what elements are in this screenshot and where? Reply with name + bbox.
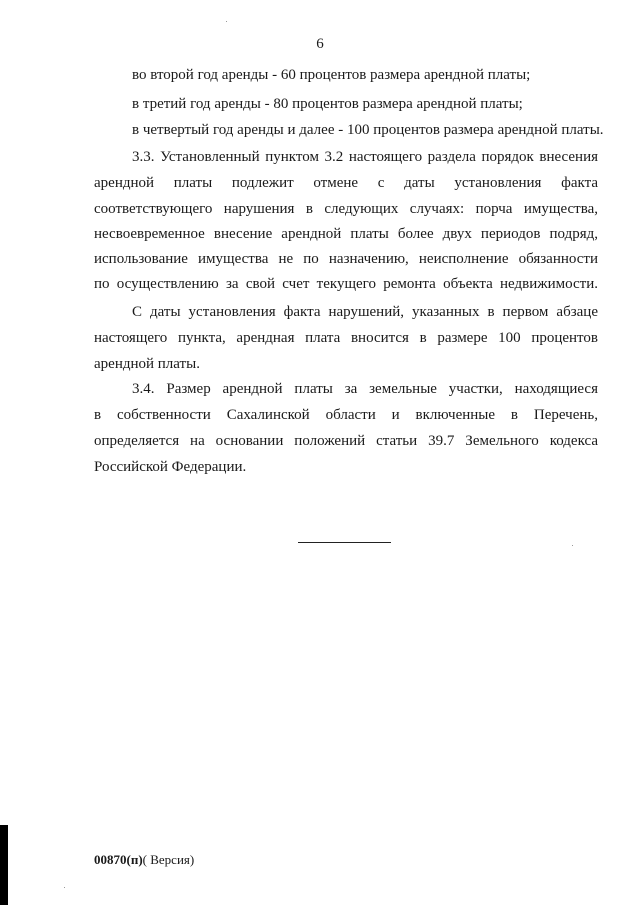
text-line: по осуществлению за свой счет текущего ремонта объекта недвижимости. — [94, 276, 598, 292]
text-line: в третий год аренды - 80 процентов размера арендной платы; — [132, 96, 523, 112]
text-line: в четвертый год аренды и далее - 100 процентов размера арендной платы. — [132, 122, 604, 138]
document-footer — [94, 852, 194, 868]
text-line: использование имущества не по назначению, неисполнение обязанности — [94, 251, 598, 267]
text-line: во второй год аренды - 60 процентов размера арендной платы; — [132, 67, 531, 83]
text-line: С даты установления факта нарушений, указанных в первом абзаце — [132, 304, 598, 320]
scan-edge-bar — [0, 825, 8, 905]
text-line: несвоевременное внесение арендной платы более двух периодов подряд, — [94, 226, 598, 242]
scan-speck — [64, 887, 65, 888]
closing-divider — [298, 542, 391, 543]
text-line: 3.3. Установленный пунктом 3.2 настоящего раздела порядок внесения — [132, 149, 598, 165]
document-version: ( Версия) — [142, 852, 195, 867]
text-line: соответствующего нарушения в следующих случаях: порча имущества, — [94, 201, 598, 217]
scan-speck — [226, 21, 227, 22]
text-line: арендной платы подлежит отмене с даты установления факта — [94, 175, 598, 191]
text-line: настоящего пункта, арендная плата вносится в размере 100 процентов — [94, 330, 598, 346]
text-line: арендной платы. — [94, 356, 200, 372]
page-number: 6 — [316, 36, 324, 52]
text-line: в собственности Сахалинской области и включенные в Перечень, — [94, 407, 598, 423]
text-line: Российской Федерации. — [94, 459, 247, 475]
text-line: определяется на основании положений статьи 39.7 Земельного кодекса — [94, 433, 598, 449]
text-line: 3.4. Размер арендной платы за земельные участки, находящиеся — [132, 381, 598, 397]
document-code: 00870(п) — [94, 852, 143, 867]
scan-speck — [572, 545, 573, 546]
